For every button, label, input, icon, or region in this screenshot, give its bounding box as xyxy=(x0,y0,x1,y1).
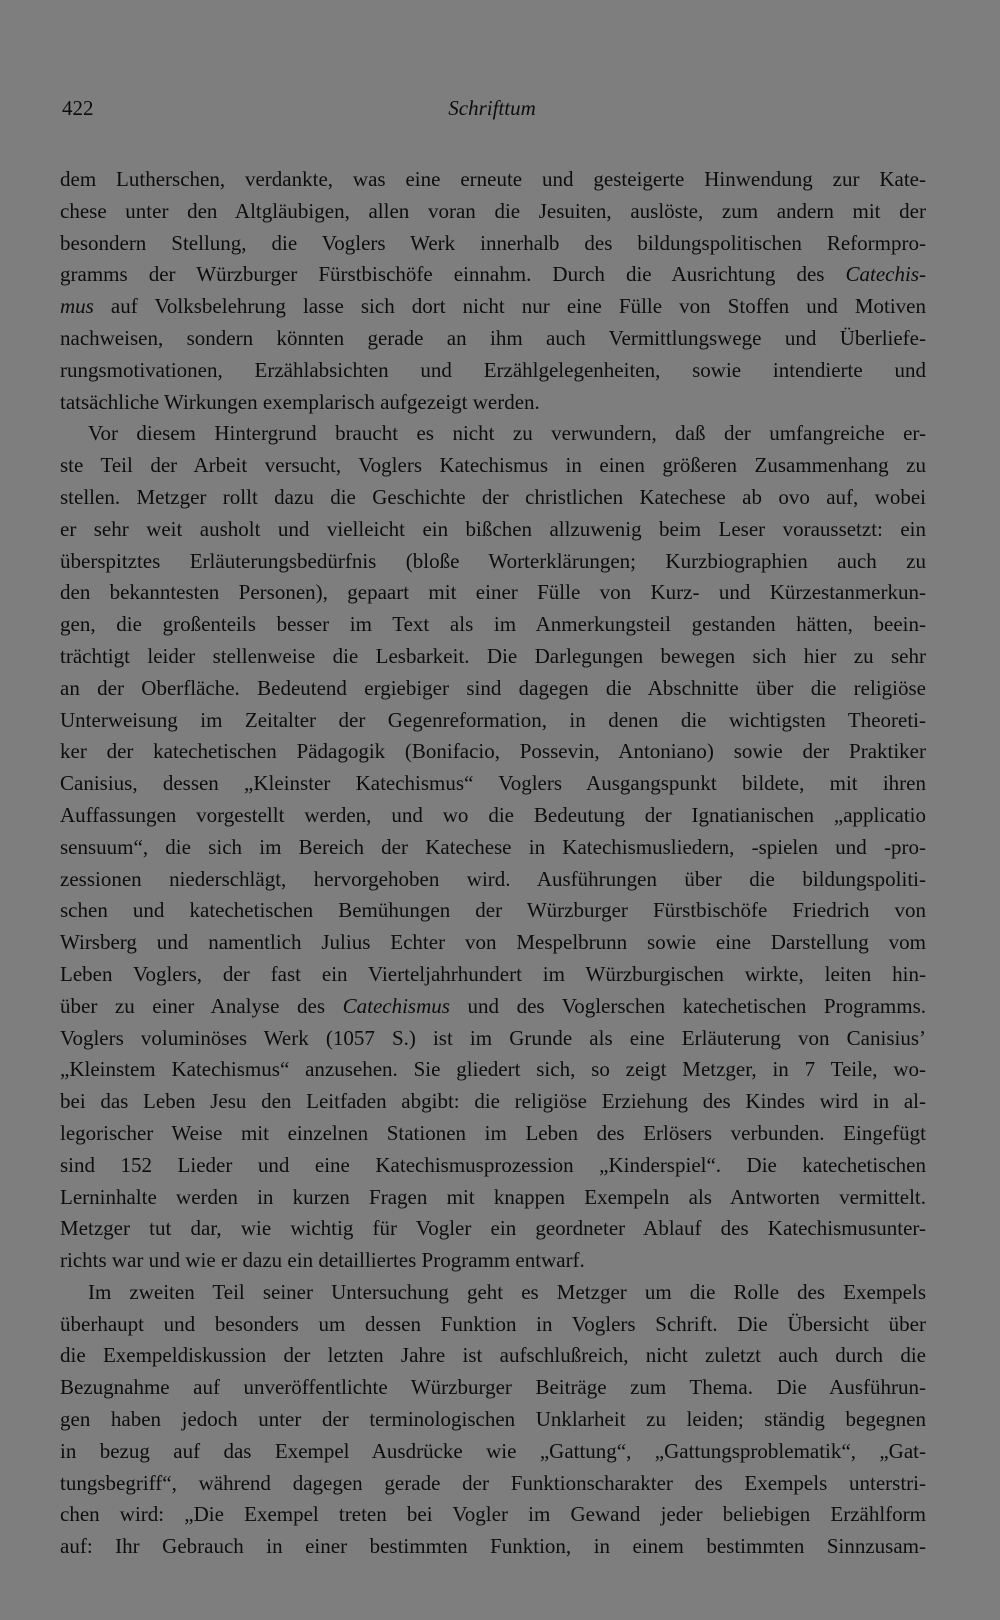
text-line: gramms der Würzburger Fürstbischöfe einnahm. Durch die Ausrichtung des Catechis- xyxy=(60,262,926,287)
text-line: die Exempeldiskussion der letzten Jahre ist aufschlußreich, nicht zuletzt auch durch die xyxy=(60,1343,926,1368)
page-number: 422 xyxy=(62,96,94,120)
text-line: chen wird: „Die Exempel treten bei Vogler im Gewand jeder beliebigen Erzählform xyxy=(60,1502,926,1527)
running-head: Schrifttum xyxy=(448,96,536,120)
text-line: rungsmotivationen, Erzählabsichten und Erzählgelegenheiten, sowie intendierte und xyxy=(60,357,926,382)
text-line: bei das Leben Jesu den Leitfaden abgibt: die religiöse Erziehung des Kindes wird in al- xyxy=(60,1089,926,1114)
text-line: sensuum“, die sich im Bereich der Katechese in Katechismusliedern, -spielen und -pro- xyxy=(60,834,926,859)
text-line: Unterweisung im Zeitalter der Gegenreformation, in denen die wichtigsten Theoreti- xyxy=(60,707,926,732)
text-line: ker der katechetischen Pädagogik (Bonifacio, Possevin, Antoniano) sowie der Praktiker xyxy=(60,739,926,764)
text-line: in bezug auf das Exempel Ausdrücke wie „Gattung“, „Gattungsproblematik“, „Gat- xyxy=(60,1438,926,1463)
text-line: tungsbegriff“, während dagegen gerade der Funktionscharakter des Exempels unterstri- xyxy=(60,1470,926,1495)
page-header xyxy=(62,96,922,128)
text-line: „Kleinstem Katechismus“ anzusehen. Sie gliedert sich, so zeigt Metzger, in 7 Teile, wo- xyxy=(60,1057,926,1082)
text-line: er sehr weit ausholt und vielleicht ein bißchen allzuwenig beim Leser voraussetzt: ein xyxy=(60,516,926,541)
text-line: Lerninhalte werden in kurzen Fragen mit knappen Exempeln als Antworten vermittelt. xyxy=(60,1184,926,1209)
text-line: sind 152 Lieder und eine Katechismusprozession „Kinderspiel“. Die katechetischen xyxy=(60,1152,926,1177)
text-line: überspitztes Erläuterungsbedürfnis (bloße Worterklärungen; Kurzbiographien auch zu xyxy=(60,548,926,573)
text-line: besondern Stellung, die Voglers Werk innerhalb des bildungspolitischen Reformpro- xyxy=(60,230,926,255)
text-line: an der Oberfläche. Bedeutend ergiebiger sind dagegen die Abschnitte über die religiöse xyxy=(60,675,926,700)
text-line: Auffassungen vorgestellt werden, und wo die Bedeutung der Ignatianischen „applicatio xyxy=(60,802,926,827)
text-line: Voglers voluminöses Werk (1057 S.) ist im Grunde als eine Erläuterung von Canisius’ xyxy=(60,1025,926,1050)
body-text xyxy=(60,164,926,1563)
text-line: legorischer Weise mit einzelnen Stationen im Leben des Erlösers verbunden. Eingefügt xyxy=(60,1120,926,1145)
text-line: Wirsberg und namentlich Julius Echter von Mespelbrunn sowie eine Darstellung vom xyxy=(60,930,926,955)
text-line: Metzger tut dar, wie wichtig für Vogler ein geordneter Ablauf des Katechismusunter- xyxy=(60,1216,926,1241)
text-line: Canisius, dessen „Kleinster Katechismus“ Voglers Ausgangspunkt bildete, mit ihren xyxy=(60,771,926,796)
text-line: nachweisen, sondern könnten gerade an ihm auch Vermittlungswege und Überliefe- xyxy=(60,325,926,350)
text-line: trächtigt leider stellenweise die Lesbarkeit. Die Darlegungen bewegen sich hier zu sehr xyxy=(60,643,926,668)
text-line: über zu einer Analyse des Catechismus und des Voglerschen katechetischen Programms. xyxy=(60,993,926,1018)
text-line: tatsächliche Wirkungen exemplarisch aufgezeigt werden. xyxy=(60,389,540,414)
text-line: auf: Ihr Gebrauch in einer bestimmten Funktion, in einem bestimmten Sinnzusam- xyxy=(60,1534,926,1559)
italic-title: Catechismus xyxy=(342,993,450,1018)
text-line: gen, die großenteils besser im Text als im Anmerkungsteil gestanden hätten, beein- xyxy=(60,612,926,637)
text-line: zessionen niederschlägt, hervorgehoben wird. Ausführungen über die bildungspoliti- xyxy=(60,866,926,891)
text-line: dem Lutherschen, verdankte, was eine erneute und gesteigerte Hinwendung zur Kate- xyxy=(60,167,926,191)
text-line: Im zweiten Teil seiner Untersuchung geht es Metzger um die Rolle des Exempels xyxy=(88,1279,926,1304)
text-line: stellen. Metzger rollt dazu die Geschichte der christlichen Katechese ab ovo auf, wobei xyxy=(60,484,926,509)
text-line: schen und katechetischen Bemühungen der Würzburger Fürstbischöfe Friedrich von xyxy=(60,898,926,923)
text-line: chese unter den Altgläubigen, allen voran die Jesuiten, auslöste, zum andern mit der xyxy=(60,198,926,223)
text-line: Leben Voglers, der fast ein Vierteljahrhundert im Würzburgischen wirkte, leiten hin- xyxy=(60,961,926,986)
text-line: Bezugnahme auf unveröffentlichte Würzburger Beiträge zum Thema. Die Ausführun- xyxy=(60,1375,926,1400)
text-line: mus auf Volksbelehrung lasse sich dort nicht nur eine Fülle von Stoffen und Motiven xyxy=(60,294,926,319)
text-line: Vor diesem Hintergrund braucht es nicht zu verwundern, daß der umfangreiche er- xyxy=(88,421,926,446)
text-line: den bekanntesten Personen), gepaart mit einer Fülle von Kurz- und Kürzestanmerkun- xyxy=(60,580,926,605)
text-line: überhaupt und besonders um dessen Funktion in Voglers Schrift. Die Übersicht über xyxy=(60,1311,926,1336)
text-line: ste Teil der Arbeit versucht, Voglers Katechismus in einen größeren Zusammenhang zu xyxy=(60,453,926,478)
text-line: richts war und wie er dazu ein detailliertes Programm entwarf. xyxy=(60,1248,585,1273)
text-line: gen haben jedoch unter der terminologischen Unklarheit zu leiden; ständig begegnen xyxy=(60,1407,926,1432)
italic-title: mus xyxy=(60,294,94,319)
italic-title: Catechis- xyxy=(845,262,926,287)
